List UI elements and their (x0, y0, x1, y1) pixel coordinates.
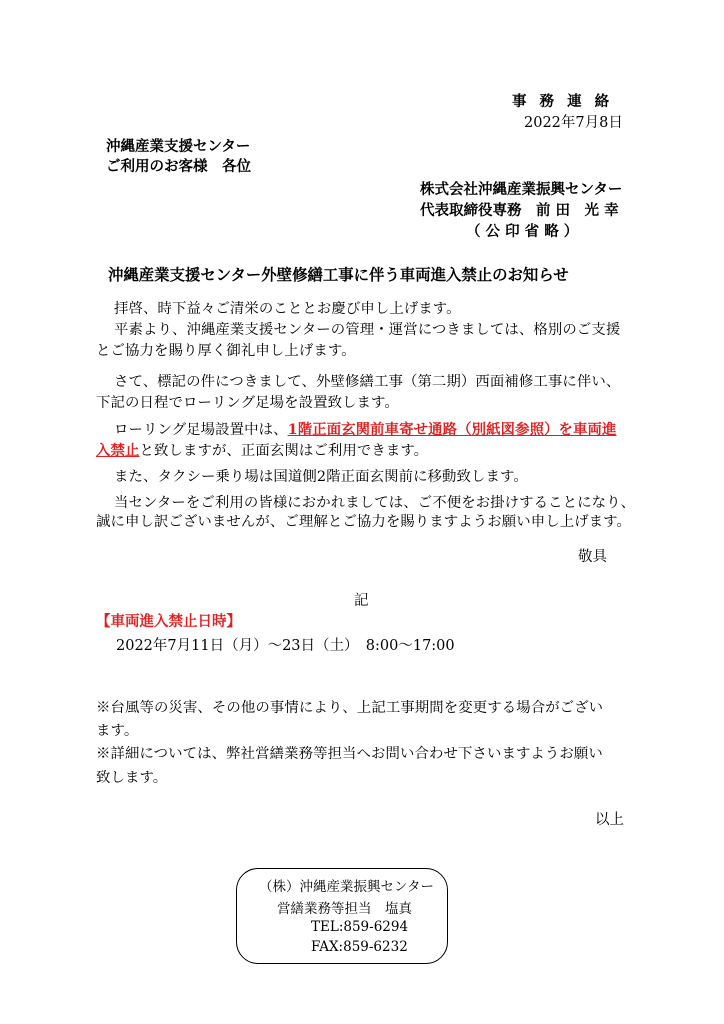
closing-keigu: 敬具 (578, 549, 607, 565)
page-title: 沖縄産業支援センター外壁修繕工事に伴う車両進入禁止のお知らせ (108, 266, 569, 284)
body-para-3a: さて、標記の件につきまして、外壁修繕工事（第二期）西面補修工事に伴い、 (114, 374, 621, 390)
body-para-6a: 当センターをご利用の皆様におかれましては、ご不便をお掛けすることになり、 (114, 495, 636, 511)
note-2a: ※詳細については、弊社営繕業務等担当へお問い合わせ下さいますようお願い (96, 746, 603, 762)
end-mark: 以上 (595, 812, 624, 828)
contact-box (236, 868, 448, 964)
ki-heading: 記 (354, 593, 369, 609)
body-para-3b: 下記の日程でローリング足場を設置致します。 (96, 395, 399, 411)
recipient-line-1: 沖縄産業支援センター (106, 138, 251, 155)
document-date: 2022年7月8日 (524, 115, 623, 131)
contact-company: （株）沖縄産業振興センター (259, 879, 434, 895)
contact-person: 営繕業務等担当 塩真 (277, 901, 412, 917)
contact-tel: TEL:859-6294 (311, 919, 409, 935)
restricted-area-text-cont: 入禁止 (96, 442, 140, 459)
seal-note: （ 公 印 省 略 ） (466, 223, 579, 240)
body-para-4-prefix: ローリング足場設置中は、 (114, 422, 288, 438)
notice-type: 事 務 連 絡 (512, 93, 614, 110)
note-1a: ※台風等の災害、その他の事情により、上記工事期間を変更する場合がござい (96, 700, 604, 716)
contact-fax: FAX:859-6232 (311, 939, 408, 955)
schedule-label: 【車両進入禁止日時】 (96, 613, 241, 630)
body-para-6b: 誠に申し訳ございませんが、ご理解とご協力を賜りますようお願い申し上げます。 (96, 514, 632, 530)
sender-company: 株式会社沖縄産業振興センター (420, 181, 623, 198)
body-para-4-suffix: と致しますが、正面玄関はご利用できます。 (139, 443, 429, 459)
body-greeting: 拝啓、時下益々ご清栄のこととお慶び申し上げます。 (114, 301, 461, 317)
restricted-area-text: 1階正面玄関前車寄せ通路（別紙図参照）を車両進 (287, 421, 617, 438)
note-1b: ます。 (96, 723, 139, 739)
sender-representative: 代表取締役専務 前 田 光 幸 (420, 202, 619, 219)
recipient-line-2: ご利用のお客様 各位 (106, 158, 251, 175)
body-para-5: また、タクシー乗り場は国道側2階正面玄関前に移動致します。 (114, 469, 528, 485)
body-para-2a: 平素より、沖縄産業支援センターの管理・運営につきましては、格別のご支援 (114, 322, 621, 338)
schedule-value: 2022年7月11日（月）～23日（土） 8:00～17:00 (116, 638, 455, 654)
body-para-4b (96, 439, 428, 460)
body-para-4a (114, 418, 617, 439)
note-2b: 致します。 (96, 770, 168, 786)
body-para-2b: とご協力を賜り厚く御礼申し上げます。 (96, 343, 356, 359)
